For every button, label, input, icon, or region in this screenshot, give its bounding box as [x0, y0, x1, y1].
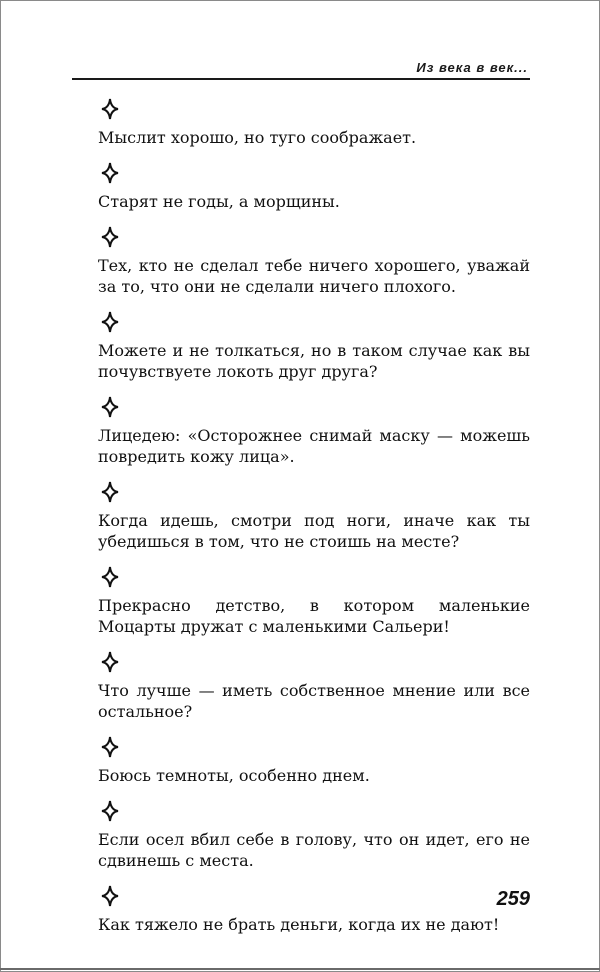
aphorism-text: Лицедею: «Осторожнее снимай маску — можешь повредить кожу лица». — [98, 426, 530, 466]
aphorism-text: Тех, кто не сделал тебе ничего хорошего, уважай за то, что они не сделали ничего плохого. — [98, 256, 530, 296]
aphorism-entry — [98, 98, 530, 148]
header-rule — [72, 78, 530, 80]
page-number: 259 — [496, 888, 530, 910]
four-point-star-icon — [101, 98, 119, 120]
aphorism-entry — [98, 566, 530, 637]
four-point-star-icon — [101, 800, 119, 822]
aphorism-entry — [98, 396, 530, 467]
aphorism-text: Прекрасно детство, в котором маленькие Моцарты дружат с маленькими Сальери! — [98, 596, 530, 636]
aphorism-text: Боюсь темноты, особенно днем. — [98, 766, 370, 785]
aphorism-entry — [98, 885, 530, 935]
aphorism-text: Старят не годы, а морщины. — [98, 192, 340, 211]
aphorism-entry — [98, 651, 530, 722]
four-point-star-icon — [101, 311, 119, 333]
four-point-star-icon — [101, 736, 119, 758]
aphorism-entry — [98, 800, 530, 871]
aphorism-entry — [98, 162, 530, 212]
aphorism-text: Мыслит хорошо, но туго соображает. — [98, 128, 417, 147]
four-point-star-icon — [101, 396, 119, 418]
running-head-title: Из века в век... — [416, 60, 528, 75]
four-point-star-icon — [101, 566, 119, 588]
four-point-star-icon — [101, 481, 119, 503]
aphorism-text: Когда идешь, смотри под ноги, иначе как ты убедишься в том, что не стоишь на месте? — [98, 511, 530, 551]
four-point-star-icon — [101, 226, 119, 248]
aphorism-text: Что лучше — иметь собственное мнение или все остальное? — [98, 681, 530, 721]
bottom-edge-rule — [0, 968, 600, 970]
aphorism-entry — [98, 226, 530, 297]
aphorism-entry — [98, 481, 530, 552]
four-point-star-icon — [101, 885, 119, 907]
aphorism-text: Можете и не толкаться, но в таком случае как вы почувствуете локоть друг друга? — [98, 341, 530, 381]
four-point-star-icon — [101, 162, 119, 184]
aphorism-entry — [98, 736, 530, 786]
aphorism-list — [98, 98, 530, 949]
aphorism-entry — [98, 311, 530, 382]
aphorism-text: Как тяжело не брать деньги, когда их не дают! — [98, 915, 500, 934]
four-point-star-icon — [101, 651, 119, 673]
aphorism-text: Если осел вбил себе в голову, что он идет, его не сдвинешь с места. — [98, 830, 530, 870]
